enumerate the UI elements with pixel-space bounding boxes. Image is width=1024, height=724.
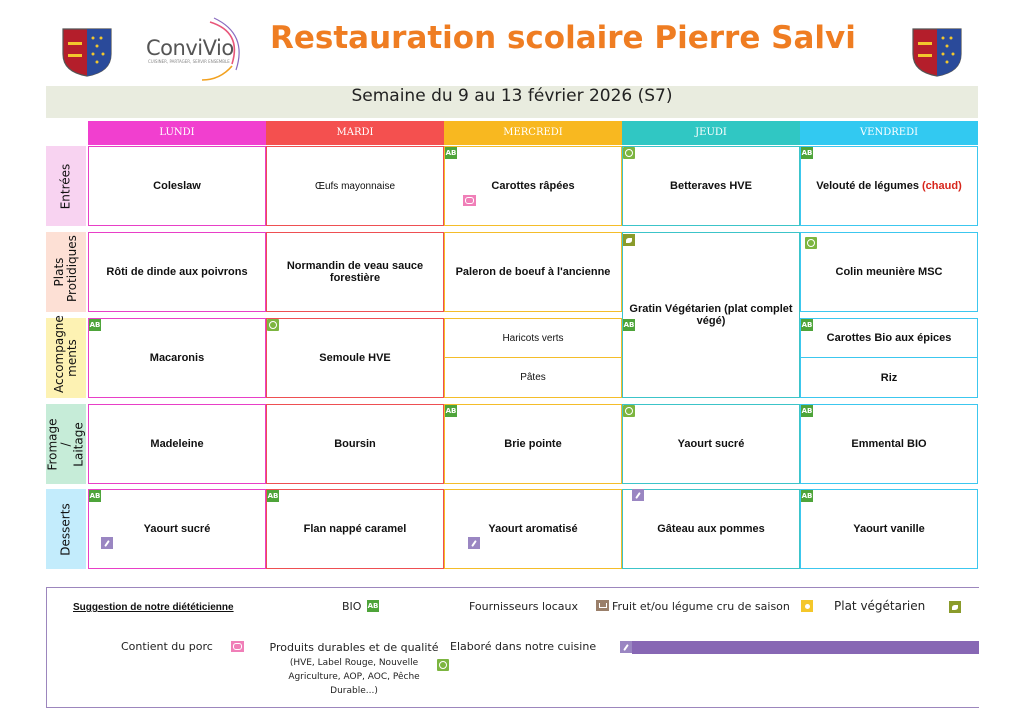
menu-cell-fromage-mercredi: [444, 404, 622, 484]
menu-cell-entrees-jeudi: [622, 146, 800, 226]
legend-bio: [342, 600, 361, 613]
hve-icon: [437, 659, 449, 671]
legend-durables-detail: (HVE, Label Rouge, Nouvelle Agriculture, AOP, AOC, Pêche Durable...): [288, 658, 420, 696]
legend-saison-label: Fruit et/ou légume cru de saison: [612, 600, 790, 613]
row-label-text: Entrées: [58, 163, 73, 209]
legend-bio-label: BIO: [342, 600, 362, 613]
hve-icon: [623, 147, 635, 159]
bio-icon: AB: [801, 407, 813, 415]
legend-durables: [266, 641, 442, 697]
menu-cell-entrees-mercredi: [444, 146, 622, 226]
bio-icon: AB: [89, 492, 101, 500]
dish-name: Emmental BIO: [851, 438, 927, 450]
hve-icon: [805, 237, 817, 249]
dish-name: Riz: [880, 371, 898, 384]
bio-icon: AB: [623, 321, 635, 329]
legend-vegetarien-label: Plat végétarien: [834, 599, 926, 613]
dish-name: Flan nappé caramel: [303, 523, 407, 535]
bio-icon: AB: [445, 407, 457, 415]
menu-cell-fromage-mardi: [266, 404, 444, 484]
cuisine-icon: [101, 537, 113, 549]
local-icon: [596, 600, 609, 611]
dish-name: [816, 180, 962, 192]
menu-cell-entrees-vendredi: [800, 146, 978, 226]
menu-cell-fromage-vendredi: [800, 404, 978, 484]
legend-vegetarien: [834, 599, 925, 613]
legend-saison: [612, 600, 800, 613]
cuisine-icon: [468, 537, 480, 549]
dish-name: Colin meunière MSC: [835, 266, 943, 278]
day-header-vendredi: VENDREDI: [800, 121, 978, 145]
menu-cell-fromage-jeudi: [622, 404, 800, 484]
saison-icon: [801, 600, 813, 612]
dish-name: Betteraves HVE: [670, 180, 752, 192]
menu-cell-accompagnements-vendredi-2: [800, 357, 978, 398]
cuisine-color-bar: [632, 641, 979, 654]
dish-name: Yaourt sucré: [677, 438, 745, 450]
bio-icon: AB: [801, 492, 813, 500]
row-label-accompagnements: [46, 315, 86, 398]
menu-cell-accompagnements-mardi: [266, 318, 444, 398]
hve-icon: [623, 405, 635, 417]
dish-name: Yaourt aromatisé: [488, 523, 578, 535]
menu-cell-entrees-mardi: [266, 146, 444, 226]
dish-name: Haricots verts: [502, 332, 564, 344]
dish-name: Rôti de dinde aux poivrons: [106, 266, 248, 278]
menu-cell-desserts-jeudi: [622, 489, 800, 569]
legend-local: [469, 600, 578, 613]
dish-name: Yaourt sucré: [143, 523, 211, 535]
porc-icon: [231, 641, 244, 652]
menu-cell-desserts-mardi: [266, 489, 444, 569]
menu-cell-accompagnements-vendredi-1: [800, 318, 978, 358]
day-header-lundi: LUNDI: [88, 121, 266, 145]
legend-porc-label: Contient du porc: [121, 640, 213, 653]
day-header-jeudi: JEUDI: [622, 121, 800, 145]
row-label-plats: [46, 232, 86, 312]
bio-icon: AB: [801, 321, 813, 329]
row-label-text: Fromage / Laitage: [45, 417, 86, 471]
legend-cuisine-label: Elaboré dans notre cuisine: [450, 640, 597, 653]
dish-name: Carottes râpées: [491, 180, 575, 192]
hve-icon: [267, 319, 279, 331]
coat-of-arms-left-icon: [60, 26, 114, 78]
menu-cell-desserts-mercredi: [444, 489, 622, 569]
legend-porc: [121, 640, 213, 653]
page-title: Restauration scolaire Pierre Salvi: [270, 20, 856, 56]
dish-name: Normandin de veau sauce forestière: [286, 260, 424, 284]
dish-name: Pâtes: [520, 372, 546, 383]
row-label-text: Plats Protidiques: [52, 235, 79, 302]
menu-cell-accompagnements-mercredi-1: [444, 318, 622, 358]
logo-text: ConviVio: [146, 36, 234, 60]
dish-name: Yaourt vanille: [853, 523, 925, 535]
bio-icon: AB: [267, 492, 279, 500]
dish-name: Boursin: [334, 438, 376, 450]
menu-cell-accompagnements-lundi: [88, 318, 266, 398]
vegetarian-icon: [623, 234, 635, 246]
week-banner: Semaine du 9 au 13 février 2026 (S7): [46, 86, 978, 118]
convivio-logo: [140, 14, 250, 84]
bio-icon: AB: [801, 149, 813, 157]
legend-local-label: Fournisseurs locaux: [469, 600, 579, 613]
bio-icon: AB: [445, 149, 457, 157]
menu-cell-fromage-lundi: [88, 404, 266, 484]
menu-cell-plats-vendredi: [800, 232, 978, 312]
menu-cell-entrees-lundi: [88, 146, 266, 226]
menu-cell-plats-jeudi: [622, 232, 800, 398]
dish-name: Œufs mayonnaise: [314, 180, 396, 192]
menu-cell-accompagnements-mercredi-2: [444, 357, 622, 398]
menu-cell-desserts-vendredi: [800, 489, 978, 569]
dish-name: Carottes Bio aux épices: [826, 332, 952, 344]
cuisine-icon: [632, 489, 644, 501]
legend-cuisine: [450, 640, 596, 653]
dish-name: Gratin Végétarien (plat complet végé): [629, 303, 793, 327]
menu-cell-plats-mercredi: [444, 232, 622, 312]
dish-note-chaud: (chaud): [922, 180, 962, 192]
dish-name: Paleron de boeuf à l'ancienne: [455, 266, 611, 278]
bio-icon: AB: [89, 321, 101, 329]
dish-name: Madeleine: [150, 438, 204, 450]
dish-name-text: Velouté de légumes: [816, 180, 919, 192]
dish-name: Gâteau aux pommes: [657, 523, 765, 535]
legend-title: Suggestion de notre diététicienne: [73, 602, 234, 613]
legend-durables-label: Produits durables et de qualité: [269, 641, 439, 654]
row-label-text: Accompagne ments: [52, 315, 79, 393]
dish-name: Semoule HVE: [319, 352, 391, 364]
dish-name: Macaronis: [149, 352, 205, 364]
coat-of-arms-right-icon: [910, 26, 964, 78]
row-label-fromage: [46, 404, 86, 484]
day-header-mardi: MARDI: [266, 121, 444, 145]
logo-subtext: CUISINER, PARTAGER, SERVIR ENSEMBLE: [148, 59, 230, 64]
cuisine-icon: [620, 641, 632, 653]
day-header-mercredi: MERCREDI: [444, 121, 622, 145]
dish-name: Coleslaw: [153, 180, 201, 192]
porc-icon: [463, 195, 476, 206]
row-label-entrees: [46, 146, 86, 226]
menu-cell-plats-lundi: [88, 232, 266, 312]
dish-name: Brie pointe: [504, 438, 562, 450]
row-label-desserts: [46, 489, 86, 569]
bio-icon: AB: [367, 602, 379, 610]
vegetarian-icon: [949, 601, 961, 613]
row-label-text: Desserts: [58, 502, 73, 556]
menu-cell-desserts-lundi: [88, 489, 266, 569]
menu-cell-plats-mardi: [266, 232, 444, 312]
